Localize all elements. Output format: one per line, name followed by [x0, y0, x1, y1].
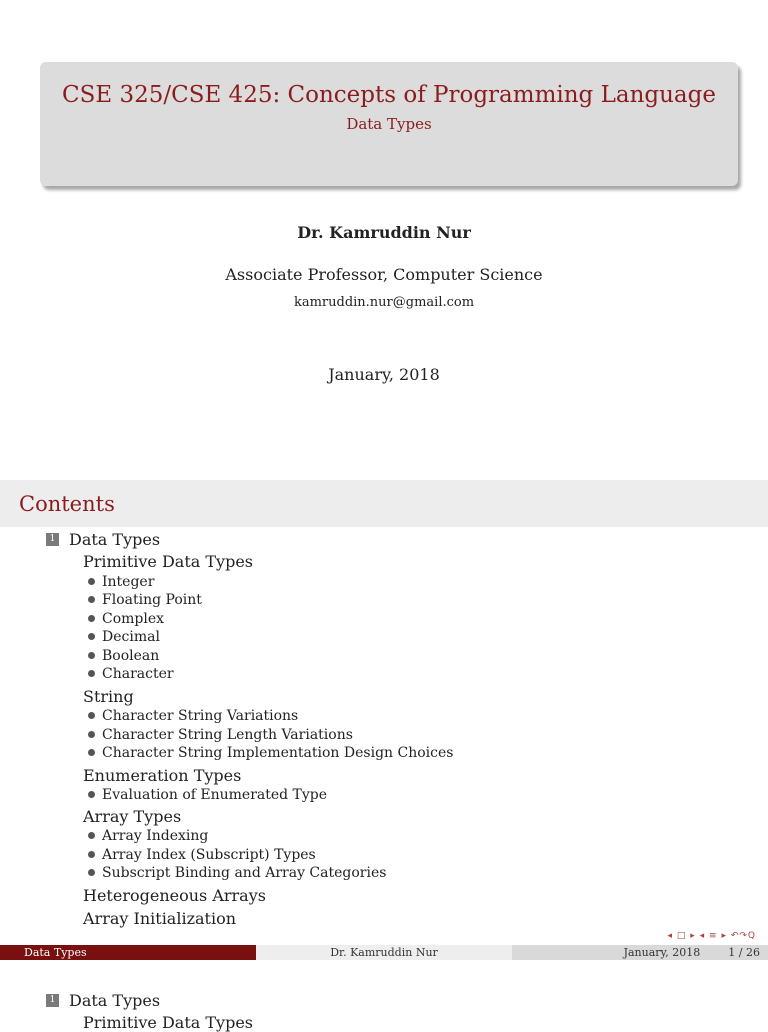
toc-item[interactable]: Array Index (Subscript) Types	[88, 847, 316, 863]
slide-title: CSE 325/CSE 425: Concepts of Programming Language	[62, 82, 716, 108]
toc-subsection[interactable]: Array Types	[83, 807, 182, 826]
toc-item[interactable]: Evaluation of Enumerated Type	[88, 787, 327, 803]
footer-short-title: Data Types	[0, 945, 256, 960]
toc-item[interactable]: Character String Length Variations	[88, 727, 353, 743]
toc-section-title: Data Types	[69, 530, 161, 549]
contents-header	[0, 480, 768, 527]
toc-section[interactable]	[46, 530, 160, 549]
toc-item[interactable]: Character String Variations	[88, 708, 298, 724]
section-number-badge: 1	[46, 533, 59, 546]
toc-item[interactable]: Boolean	[88, 648, 159, 664]
footer-date: January, 2018	[623, 946, 701, 959]
title-card	[40, 62, 738, 186]
toc-subsection[interactable]: Array Initialization	[83, 909, 237, 928]
toc-item[interactable]: Array Indexing	[88, 828, 208, 844]
next-slide-subsection: Primitive Data Types	[83, 1013, 254, 1032]
section-number-badge: 1	[46, 994, 59, 1007]
author-email: kamruddin.nur@gmail.com	[293, 295, 475, 310]
toc-subsection[interactable]: Heterogeneous Arrays	[83, 886, 266, 905]
toc-item[interactable]: Floating Point	[88, 592, 202, 608]
toc-subsection[interactable]: Enumeration Types	[83, 766, 242, 785]
next-slide-section	[46, 991, 160, 1010]
toc-item[interactable]: Subscript Binding and Array Categories	[88, 865, 386, 881]
page-counter: 1 / 26	[728, 946, 760, 959]
footer-right	[512, 945, 768, 960]
slide-subtitle: Data Types	[346, 115, 432, 133]
beamer-navigation-icons[interactable]: ◂ □ ▸ ◂ ≡ ▸ ↶↷Q	[667, 931, 756, 941]
footer-author: Dr. Kamruddin Nur	[256, 945, 512, 960]
toc-item[interactable]: Integer	[88, 574, 154, 590]
contents-title: Contents	[19, 492, 115, 516]
next-slide-section-title: Data Types	[69, 991, 161, 1010]
author-affiliation: Associate Professor, Computer Science	[225, 265, 543, 284]
toc-item[interactable]: Decimal	[88, 629, 160, 645]
toc-item[interactable]: Character	[88, 666, 174, 682]
toc-item[interactable]: Character String Implementation Design Choices	[88, 745, 453, 761]
toc-subsection[interactable]: String	[83, 687, 134, 706]
slide-footer	[0, 945, 768, 960]
author-name: Dr. Kamruddin Nur	[297, 223, 471, 242]
toc-item[interactable]: Complex	[88, 611, 164, 627]
toc-subsection[interactable]: Primitive Data Types	[83, 552, 254, 571]
presentation-date: January, 2018	[328, 365, 440, 384]
